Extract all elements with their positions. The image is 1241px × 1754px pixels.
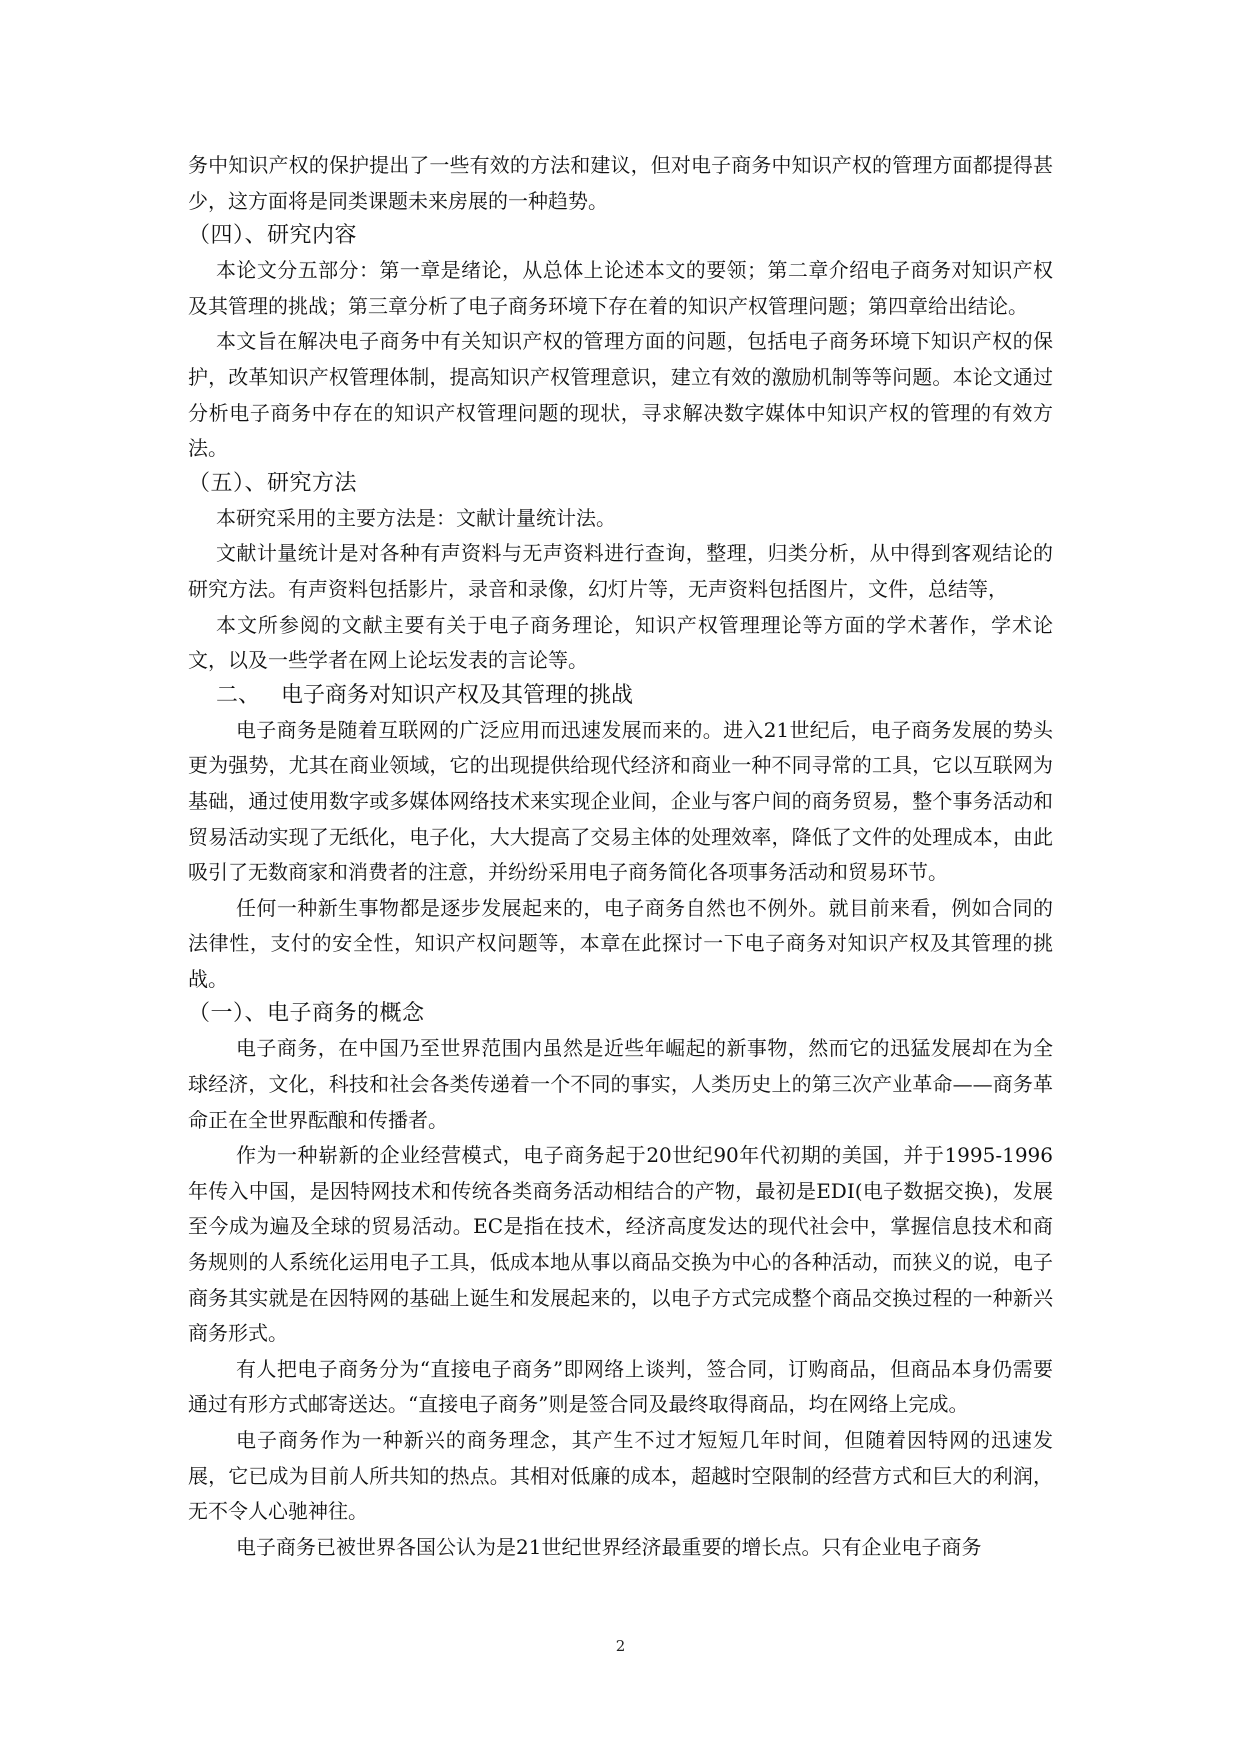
heading-research-method: （五）、研究方法 [188, 470, 358, 496]
page-number: 2 [615, 1637, 626, 1655]
heading-chapter-two: 二、 电子商务对知识产权及其管理的挑战 [216, 682, 633, 708]
paragraph-research-method-1: 本研究采用的主要方法是：文献计量统计法。 [216, 505, 616, 530]
paragraph-concept-2: 作为一种崭新的企业经营模式，电子商务起于20世纪90年代初期的美国，并于1995-1996年传入中国，是因特网技术和传统各类商务活动相结合的产物，最初是EDI(电子数据交换)，发展至今成为遍及全球的贸易活动。EC是指在技术，经济高度发达的现代社会中，掌握信息技术和商务规则的人系统化运用电子工具，低成本地从事以商品交换为中心的各种活动，而狭义的说，电子商务其实就是在因特网的基础上诞生和发展起来的，以电子方式完成整个商品交换过程的一种新兴商务形式。 [188, 1143, 1053, 1346]
paragraph-research-method-2: 文献计量统计是对各种有声资料与无声资料进行查询，整理，归类分析，从中得到客观结论的研究方法。有声资料包括影片，录音和录像，幻灯片等，无声资料包括图片，文件，总结等， [188, 541, 1053, 601]
paragraph-concept-4: 电子商务作为一种新兴的商务理念，其产生不过才短短几年时间，但随着因特网的迅速发展，它已成为目前人所共知的热点。其相对低廉的成本，超越时空限制的经营方式和巨大的利润，无不令人心驰神往。 [188, 1428, 1053, 1524]
paragraph-research-content-2: 本文旨在解决电子商务中有关知识产权的管理方面的问题，包括电子商务环境下知识产权的保护，改革知识产权管理体制，提高知识产权管理意识，建立有效的激励机制等等问题。本论文通过分析电子商务中存在的知识产权管理问题的现状，寻求解决数字媒体中知识产权的管理的有效方法。 [188, 329, 1053, 461]
paragraph-research-content-1: 本论文分五部分：第一章是绪论，从总体上论述本文的要领；第二章介绍电子商务对知识产权及其管理的挑战；第三章分析了电子商务环境下存在着的知识产权管理问题；第四章给出结论。 [188, 258, 1053, 318]
paragraph-chapter-two-1: 电子商务是随着互联网的广泛应用而迅速发展而来的。进入21世纪后，电子商务发展的势头更为强势，尤其在商业领域，它的出现提供给现代经济和商业一种不同寻常的工具，它以互联网为基础，通过使用数字或多媒体网络技术来实现企业间，企业与客户间的商务贸易，整个事务活动和贸易活动实现了无纸化，电子化，大大提高了交易主体的处理效率，降低了文件的处理成本，由此吸引了无数商家和消费者的注意，并纷纷采用电子商务简化各项事务活动和贸易环节。 [188, 717, 1053, 885]
paragraph-concept-3: 有人把电子商务分为“直接电子商务”即网络上谈判，签合同，订购商品，但商品本身仍需要通过有形方式邮寄送达。“直接电子商务”则是签合同及最终取得商品，均在网络上完成。 [188, 1356, 1053, 1417]
heading-research-content: （四）、研究内容 [188, 223, 358, 249]
paragraph-concept-1: 电子商务，在中国乃至世界范围内虽然是近些年崛起的新事物，然而它的迅猛发展却在为全球经济，文化，科技和社会各类传递着一个不同的事实，人类历史上的第三次产业革命——商务革命正在全世界酝酿和传播者。 [188, 1036, 1053, 1132]
heading-ecommerce-concept: （一）、电子商务的概念 [188, 1001, 425, 1027]
paragraph-continued: 务中知识产权的保护提出了一些有效的方法和建议，但对电子商务中知识产权的管理方面都提得甚少，这方面将是同类课题未来房展的一种趋势。 [188, 153, 1053, 213]
paragraph-concept-5: 电子商务已被世界各国公认为是21世纪世界经济最重要的增长点。只有企业电子商务 [236, 1534, 982, 1559]
paragraph-research-method-3: 本文所参阅的文献主要有关于电子商务理论，知识产权管理理论等方面的学术著作，学术论文，以及一些学者在网上论坛发表的言论等。 [188, 612, 1053, 673]
page-body [188, 148, 1053, 1565]
paragraph-chapter-two-2: 任何一种新生事物都是逐步发展起来的，电子商务自然也不例外。就目前来看，例如合同的法律性，支付的安全性，知识产权问题等，本章在此探讨一下电子商务对知识产权及其管理的挑战。 [188, 895, 1053, 991]
